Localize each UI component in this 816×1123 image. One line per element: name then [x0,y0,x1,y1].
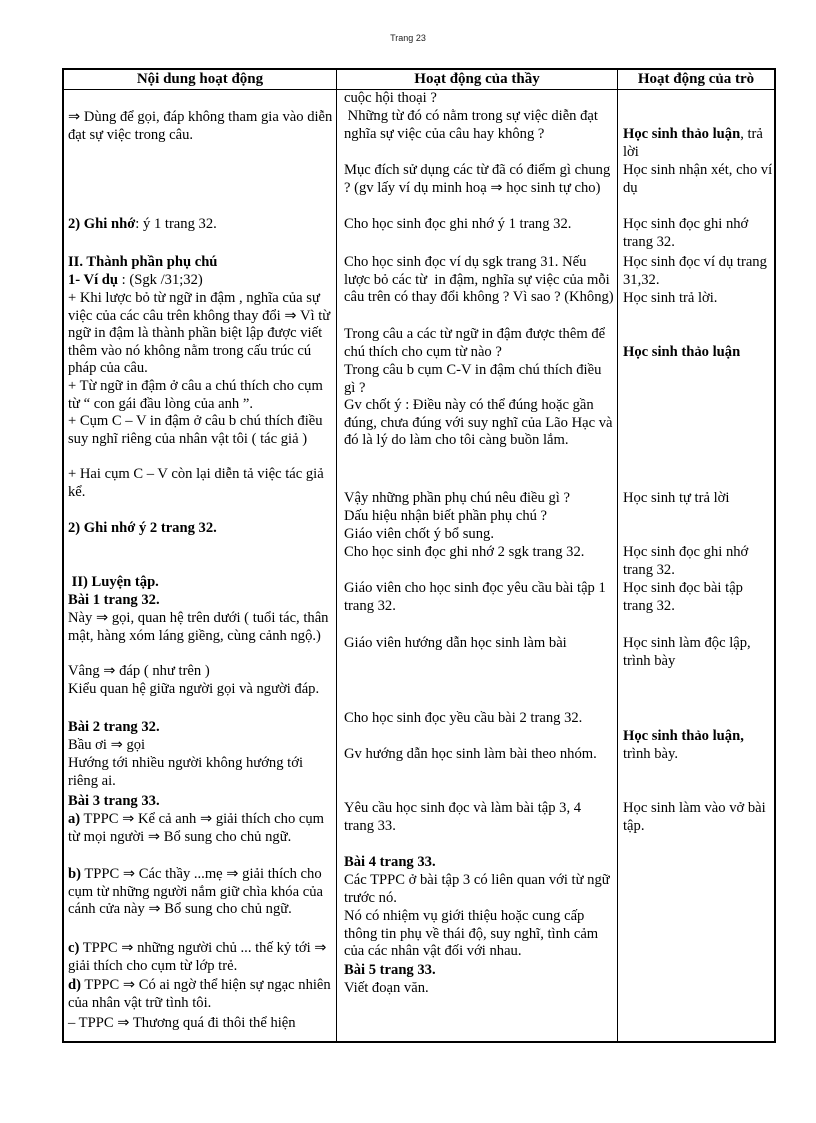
bold-text: Học sinh thảo luận [623,126,741,142]
bold-text: Bài 5 trang 33. [344,962,436,978]
text-block [344,162,614,197]
text: trình bày. [623,728,748,762]
text: Gv hướng dẫn học sinh làm bài theo nhóm. [344,746,597,762]
text-block [344,854,614,872]
text: Học sinh đọc ví dụ trang 31,32. [623,254,771,288]
text: : ý 1 trang 32. [135,216,217,232]
text-block [68,254,333,272]
text-block [344,635,614,653]
header-student: Hoạt động của trò [637,71,755,87]
text-block [68,940,333,975]
bold-text: d) [68,977,81,993]
text: TPPC ⇒ những người chủ ... thế kỷ tới ⇒ giải thích cho cụm từ lớp trẻ. [68,940,331,974]
text: cuộc hội thoại ? [344,90,437,106]
bold-text: Học sinh thảo luận, [623,728,744,744]
text-block [623,490,773,508]
text-block [344,90,614,108]
text: Mục đích sử dụng các từ đã có điểm gì chung ? (gv lấy ví dụ minh hoạ ⇒ học sinh tự cho) [344,162,614,196]
text: Vậy những phần phụ chú nêu điều gì ? [344,490,570,506]
text-block [623,126,773,161]
text: Học sinh đọc ghi nhớ trang 32. [623,544,752,578]
text: Học sinh đọc bài tập trang 32. [623,580,747,614]
text-block [68,216,333,234]
text: Viết đoạn văn. [344,980,429,996]
text-block [344,962,614,980]
text: Này ⇒ gọi, quan hệ trên dưới ( tuổi tác, thân mật, hàng xóm láng giềng, cùng cảnh ngộ.) [68,610,333,644]
column-teacher [344,90,617,1041]
text-block [344,254,614,307]
text: Các TPPC ở bài tập 3 có liên quan với từ ngữ trước nó. [344,872,614,906]
text: Học sinh làm vào vở bài tập. [623,800,770,834]
bold-text: Bài 3 trang 33. [68,793,160,809]
bold-text: II) Luyện tập. [68,574,159,590]
text: ⇒ Dùng để gọi, đáp không tham gia vào diễn đạt sự việc trong câu. [68,109,336,143]
text-block [623,800,773,835]
text: Trong câu a các từ ngữ in đậm được thêm để chú thích cho cụm từ nào ? [344,326,609,360]
text-block [623,635,773,670]
text-block [344,580,614,615]
text-block [623,290,773,308]
bold-text: II. Thành phần phụ chú [68,254,218,270]
text-block [623,344,773,362]
column-divider [617,70,618,1041]
bold-text: b) [68,866,81,882]
text-block [344,362,614,397]
text-block [68,811,333,846]
text: Bầu ơi ⇒ gọi [68,737,146,753]
text: + Hai cụm C – V còn lại diễn tả việc tác giả kể. [68,466,328,500]
text-block [68,109,336,144]
text-block [68,378,333,413]
page-header: Trang 23 [390,33,426,43]
text-block [68,520,333,538]
text: Cho học sinh đọc ghi nhớ ý 1 trang 32. [344,216,572,232]
text-block [68,755,333,790]
lesson-table [62,68,776,1043]
text: Yêu cầu học sinh đọc và làm bài tập 3, 4 trang 33. [344,800,585,834]
text: Gv chốt ý : Điều này có thể đúng hoặc gần đúng, chưa đúng với suy nghĩ của Lão Hạc và đó là lý do làm cho tôi càng buồn lắm. [344,397,617,449]
text: Dấu hiệu nhận biết phần phụ chú ? [344,508,548,524]
text-block [68,737,333,755]
text: Học sinh tự trả lời [623,490,730,506]
column-content [68,90,336,1041]
text: + Từ ngữ in đậm ở câu a chú thích cho cụm từ “ con gái đầu lòng của anh ”. [68,378,327,412]
text: – TPPC ⇒ Thương quá đi thôi thể hiện [68,1015,296,1031]
column-student [623,90,776,1041]
text: Vâng ⇒ đáp ( như trên ) [68,663,210,679]
text: + Khi lược bỏ từ ngữ in đậm , nghĩa của sự việc của các câu trên không thay đổi ⇒ Vì từ ngữ in đậm là thành phần biệt lập được viết thêm vào nó không nằm trong cấu trúc cú pháp của câu. [68,290,334,377]
text-block [68,592,333,610]
text: Giáo viên chốt ý bổ sung. [344,526,494,542]
text-block [623,544,773,579]
bold-text: Bài 2 trang 32. [68,719,160,735]
text-block [344,526,614,544]
text-block [344,397,617,450]
text: Học sinh làm độc lập, trình bày [623,635,755,669]
text-block [623,580,773,615]
text-block [344,544,614,562]
text: Học sinh nhận xét, cho ví dụ [623,162,776,196]
text-block [344,490,614,508]
text: : (Sgk /31;32) [118,272,203,288]
text-block [68,1015,333,1033]
text: Học sinh trả lời. [623,290,718,306]
text: Cho học sinh đọc yều cầu bài 2 trang 32. [344,710,583,726]
bold-text: c) [68,940,80,956]
table-header-row [64,70,774,90]
text-block [344,872,614,907]
text: Kiểu quan hệ giữa người gọi và người đáp. [68,681,320,697]
text: Giáo viên cho học sinh đọc yêu cầu bài tập 1 trang 32. [344,580,610,614]
text-block [344,108,614,143]
text: , trả lời [623,126,767,160]
text-block [344,216,614,234]
bold-text: Bài 4 trang 33. [344,854,436,870]
text-block [68,290,333,378]
text-block [344,908,614,961]
text-block [344,508,614,526]
text-block [623,254,773,289]
text: + Cụm C – V in đậm ở câu b chú thích điều suy nghĩ riêng của nhân vật tôi ( tác giả ) [68,413,327,447]
text-block [623,162,776,197]
bold-text: a) [68,811,81,827]
bold-text: 2) Ghi nhớ ý 2 trang 32. [68,520,217,536]
text-block [68,272,333,290]
text-block [344,800,614,835]
text: Những từ đó có nằm trong sự việc diễn đạt nghĩa sự việc của câu hay không ? [344,108,602,142]
text: Trong câu b cụm C-V in đậm chú thích điều gì ? [344,362,606,396]
text: TPPC ⇒ Các thầy ...mẹ ⇒ giải thích cho cụm từ những người nắm giữ chìa khóa của cánh cửa này ⇒ Bổ sung cho chủ ngữ. [68,866,327,918]
bold-text: Bài 1 trang 32. [68,592,160,608]
header-teacher: Hoạt động của thầy [414,71,540,87]
text: Cho học sinh đọc ví dụ sgk trang 31. Nếu lược bỏ các từ in đậm, nghĩa sự việc của mỗi câu trên có thay đổi không ? Vì sao ? (Không) [344,254,614,306]
text: TPPC ⇒ Kể cả anh ⇒ giải thích cho cụm từ mọi người ⇒ Bổ sung cho chủ ngữ. [68,811,328,845]
text-block [68,466,333,501]
text-block [68,413,333,448]
text-block [623,728,773,763]
column-divider [336,70,337,1041]
text-block [344,710,614,728]
text-block [68,574,333,592]
text-block [68,719,333,737]
text: Giáo viên hướng dẫn học sinh làm bài [344,635,567,651]
header-content: Nội dung hoạt động [136,71,264,87]
text: TPPC ⇒ Có ai ngờ thể hiện sự ngạc nhiên của nhân vật trữ tình tôi. [68,977,335,1011]
text-block [623,216,773,251]
text-block [68,610,333,645]
text-block [344,980,614,998]
text-block [344,326,614,361]
text-block [68,866,333,919]
bold-text: Học sinh thảo luận [623,344,741,360]
text: Cho học sinh đọc ghi nhớ 2 sgk trang 32. [344,544,585,560]
text: Học sinh đọc ghi nhớ trang 32. [623,216,752,250]
text-block [344,746,614,764]
text-block [68,977,333,1012]
bold-text: 2) Ghi nhớ [68,216,136,232]
text: Nó có nhiệm vụ giới thiệu hoặc cung cấp thông tin phụ về thái độ, suy nghĩ, tình cảm của các nhân vật đối với nhau. [344,908,602,960]
text-block [68,663,333,681]
bold-text: 1- Ví dụ [68,272,119,288]
text: Hướng tới nhiều người không hướng tới riêng ai. [68,755,307,789]
text-block [68,793,333,811]
text-block [68,681,333,699]
